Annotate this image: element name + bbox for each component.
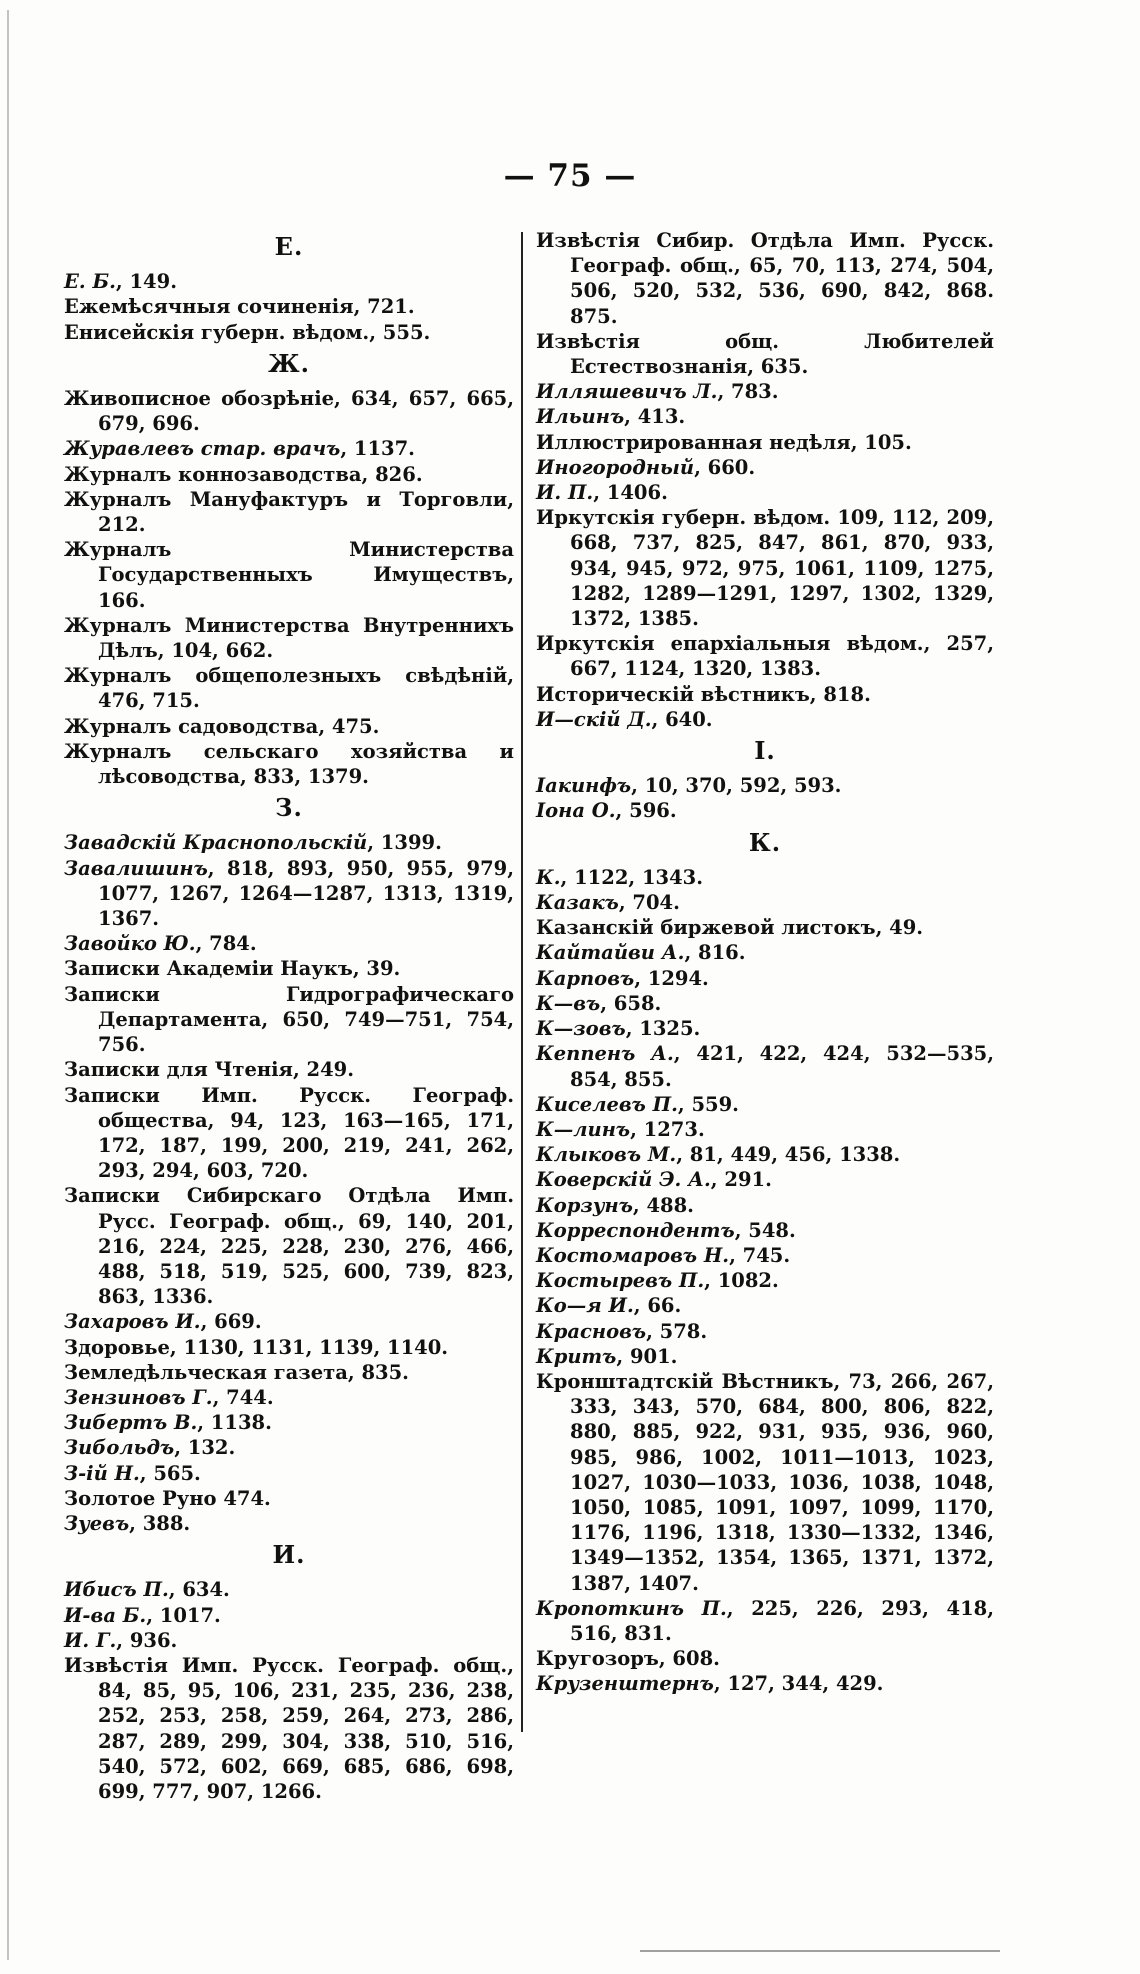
entry-name: И. П. [536, 481, 594, 505]
index-entry [64, 436, 514, 461]
entry-refs: , 39. [352, 957, 401, 981]
index-entry [536, 505, 994, 631]
index-entry [536, 1142, 994, 1167]
index-entry [64, 1183, 514, 1309]
entry-name: Коверскій Э. А. [536, 1168, 711, 1192]
entry-refs: , 669. [200, 1310, 262, 1334]
section-letter: I. [754, 736, 776, 766]
entry-refs: , 901. [616, 1344, 678, 1368]
index-entry [64, 982, 514, 1058]
entry-refs: , 65, 70, 113, 274, 504, 506, 520, 532, 536, 690, 842, 868. 875. [570, 254, 995, 328]
index-entry [64, 1628, 514, 1653]
entry-name: Журналъ коннозаводства [64, 462, 362, 486]
left-column [64, 228, 514, 1804]
index-entry [536, 798, 994, 823]
entry-refs: , 212. [98, 487, 514, 537]
index-entry [64, 856, 514, 932]
entry-refs: , 1130, 1131, 1139, 1140. [169, 1335, 449, 1359]
index-entry [64, 931, 514, 956]
index-entry [536, 1671, 994, 1696]
index-entry [64, 1653, 514, 1804]
index-entry [64, 1309, 514, 1334]
index-entry [536, 773, 994, 798]
entry-name: Иногородный [536, 455, 695, 479]
page-edge-mark [7, 10, 9, 1960]
column-divider [521, 232, 523, 1732]
entry-refs: , 818. [809, 682, 871, 706]
index-entry [536, 1193, 994, 1218]
entry-name: Иллюстрированная недѣля [536, 430, 851, 454]
entry-refs: , 1294. [634, 966, 709, 990]
entry-name: Историческій вѣстникъ [536, 682, 810, 706]
index-entry [536, 991, 994, 1016]
entry-refs: , 816. [684, 941, 746, 965]
entry-name: Зибольдъ [64, 1436, 175, 1460]
entry-name: И. Г. [64, 1628, 117, 1652]
index-entry [536, 430, 994, 455]
entry-refs: , 548. [734, 1218, 796, 1242]
entry-refs: , 84, 85, 95, 106, 231, 235, 236, 238, 252, 253, 258, 259, 264, 273, 286, 287, 289, 299, 304, 338, 510, 516, 540, 572, 602, 669, 685, 686, 698, 699, 777, 907, 1266. [98, 1653, 514, 1803]
index-entry [64, 487, 514, 537]
entry-name: Кругозоръ [536, 1647, 659, 1671]
section-letter: З. [275, 793, 303, 823]
entry-refs: 474. [216, 1486, 271, 1510]
index-entry [64, 537, 514, 613]
index-entry [536, 940, 994, 965]
entry-name: Иркутскія губерн. вѣдом. [536, 506, 831, 530]
entry-name: Кропоткинъ П. [536, 1596, 727, 1620]
entry-name: Зуевъ [64, 1511, 130, 1535]
entry-refs: , 936. [116, 1628, 178, 1652]
entry-refs: , 105. [850, 430, 912, 454]
entry-name: Извѣстія общ. Любителей Естествознанія [536, 329, 994, 379]
entry-refs: , 634. [168, 1578, 230, 1602]
entry-refs: , 81, 449, 456, 1338. [676, 1143, 901, 1167]
index-entry [64, 1435, 514, 1460]
index-entry [64, 613, 514, 663]
entry-refs: , 127, 344, 429. [713, 1672, 884, 1696]
entry-name: Ибисъ П. [64, 1578, 169, 1602]
entry-refs: , 565. [139, 1461, 201, 1485]
section-letter: И. [272, 1540, 306, 1570]
index-entry [64, 1486, 514, 1511]
entry-refs: , 1138. [197, 1411, 272, 1435]
entry-name: К—линъ [536, 1117, 631, 1141]
index-entry [64, 320, 514, 345]
entry-refs: , 1325. [625, 1017, 701, 1041]
entry-refs: , 257, 667, 1124, 1320, 1383. [570, 632, 994, 681]
index-entry [64, 1603, 514, 1628]
entry-name: Кайтайви А. [536, 941, 685, 965]
index-entry [64, 1057, 514, 1082]
entry-name: З-ій Н. [64, 1461, 140, 1485]
entry-name: Извѣстія Имп. Русск. Географ. общ. [64, 1653, 508, 1677]
entry-name: Земледѣльческая газета [64, 1360, 348, 1384]
entry-name: К—въ [536, 991, 601, 1015]
index-entry [536, 1646, 994, 1671]
index-entry [64, 663, 514, 713]
entry-name: Извѣстія Сибир. Отдѣла Имп. Русск. Географ. общ. [536, 229, 994, 278]
entry-name: Журналъ Министерства Внутреннихъ Дѣлъ [64, 613, 514, 663]
entry-name: Крузенштернъ [536, 1672, 714, 1696]
entry-refs: , 835. [347, 1360, 409, 1384]
entry-refs: , 660. [694, 455, 756, 479]
entry-name: Иркутскія епархіальныя вѣдом. [536, 632, 924, 656]
entry-name: Живописное обозрѣніе [64, 387, 335, 411]
entry-name: Здоровье [64, 1335, 170, 1359]
entry-refs: , 1017. [146, 1603, 221, 1627]
entry-name: Ко—я И. [536, 1294, 634, 1318]
index-entry [64, 1461, 514, 1486]
entry-refs: , 578. [646, 1319, 708, 1343]
entry-refs: , 783. [717, 380, 779, 404]
index-entry [536, 1596, 994, 1646]
entry-refs: , 132. [174, 1436, 236, 1460]
entry-refs: , 476, 715. [98, 664, 514, 713]
entry-refs: , 596. [615, 799, 677, 823]
index-entry [64, 462, 514, 487]
index-entry [64, 1511, 514, 1536]
entry-refs: , 1399. [367, 831, 442, 855]
index-entry [64, 739, 514, 789]
entry-refs: , 388. [129, 1511, 191, 1535]
entry-refs: , 658. [600, 991, 662, 1015]
entry-name: Журналъ сельскаго хозяйства и лѣсоводства [64, 739, 514, 789]
entry-name: Кеппенъ А. [536, 1042, 674, 1066]
index-entry [536, 1344, 994, 1369]
index-entry [64, 1385, 514, 1410]
entry-refs: , 1082. [704, 1269, 779, 1293]
entry-name: Зибертъ В. [64, 1411, 198, 1435]
entry-name: Журналъ Мануфактуръ и Торговли [64, 487, 508, 511]
index-entry [536, 404, 994, 429]
entry-refs: , 826. [361, 462, 423, 486]
entry-name: Кронштадтскій Вѣстникъ [536, 1369, 834, 1393]
entry-name: Завалишинъ [64, 856, 208, 880]
entry-refs: , 49. [875, 916, 924, 940]
entry-name: Записки Академіи Наукъ [64, 957, 353, 981]
entry-name: Завадскій Краснопольскій [64, 831, 368, 855]
entry-name: И—скій Д. [536, 707, 652, 731]
entry-refs: , 421, 422, 424, 532—535, 854, 855. [570, 1042, 994, 1091]
entry-refs: , 650, 749—751, 754, 756. [98, 1007, 514, 1057]
entry-refs: , 413. [624, 405, 686, 429]
bottom-rule [640, 1950, 1000, 1952]
index-entry [64, 714, 514, 739]
entry-name: Костыревъ П. [536, 1269, 705, 1293]
index-entry [536, 1092, 994, 1117]
index-entry [536, 1293, 994, 1318]
index-entry [536, 1268, 994, 1293]
entry-name: Записки Имп. Русск. Географ. общества [64, 1083, 514, 1132]
entry-refs: , 1122, 1343. [560, 865, 704, 889]
entry-name: Захаровъ И. [64, 1310, 201, 1334]
index-entry [536, 1243, 994, 1268]
entry-refs: , 640. [651, 707, 713, 731]
entry-refs: , 555. [369, 320, 431, 344]
entry-refs: , 818, 893, 950, 955, 979, 1077, 1267, 1264—1287, 1313, 1319, 1367. [98, 856, 514, 931]
entry-name: Записки для Чтенія [64, 1058, 293, 1082]
index-entry [64, 1577, 514, 1602]
section-letter: Ж. [268, 348, 310, 378]
entry-name: Завойко Ю. [64, 932, 196, 956]
entry-name: Красновъ [536, 1319, 647, 1343]
entry-refs: , 94, 123, 163—165, 171, 172, 187, 199, 200, 219, 241, 262, 293, 294, 603, 720. [98, 1108, 514, 1183]
entry-name: Журналъ садоводства [64, 714, 319, 738]
entry-name: Казакъ [536, 891, 619, 915]
index-entry [536, 966, 994, 991]
entry-name: Костомаровъ Н. [536, 1243, 730, 1267]
index-entry [64, 830, 514, 855]
index-entry [536, 379, 994, 404]
entry-refs: , 475. [318, 714, 380, 738]
entry-name: Карповъ [536, 966, 635, 990]
entry-name: Журналъ Министерства Государственныхъ Имуществъ [64, 538, 514, 587]
entry-refs: , 69, 140, 201, 216, 224, 225, 228, 230, 276, 466, 488, 518, 519, 525, 600, 739, 823, 863, 1336. [98, 1209, 514, 1309]
entry-refs: , 104, 662. [157, 639, 274, 663]
index-entry [64, 1360, 514, 1385]
entry-name: Iона О. [536, 799, 616, 823]
index-entry [64, 269, 514, 294]
entry-name: К—зовъ [536, 1017, 626, 1041]
index-entry [536, 682, 994, 707]
entry-name: Золотое Руно [64, 1486, 217, 1510]
index-entry [536, 865, 994, 890]
index-entry [536, 1016, 994, 1041]
index-entry [536, 1218, 994, 1243]
entry-name: Ильинъ [536, 405, 625, 429]
entry-name: Корзунъ [536, 1193, 633, 1217]
index-entry [64, 1410, 514, 1435]
index-entry [536, 890, 994, 915]
entry-refs: , 225, 226, 293, 418, 516, 831. [570, 1596, 995, 1645]
entry-name: Казанскій биржевой листокъ [536, 916, 876, 940]
entry-name: К. [536, 865, 561, 889]
entry-name: И-ва Б. [64, 1603, 147, 1627]
entry-refs: , 608. [658, 1647, 720, 1671]
page-number: — 75 — [503, 158, 637, 194]
index-entry [64, 294, 514, 319]
entry-name: Журавлевъ стар. врачъ [64, 437, 341, 461]
entry-refs: , 488. [632, 1193, 694, 1217]
entry-refs: , 291. [710, 1168, 772, 1192]
entry-name: Киселевъ П. [536, 1092, 678, 1116]
index-entry [64, 1335, 514, 1360]
entry-refs: , 745. [729, 1243, 791, 1267]
entry-name: Клыковъ М. [536, 1143, 677, 1167]
index-entry [536, 480, 994, 505]
entry-refs: , 149. [115, 270, 177, 294]
entry-refs: , 1273. [630, 1117, 705, 1141]
entry-name: Е. Б. [64, 270, 116, 294]
entry-name: Енисейскія губерн. вѣдом. [64, 320, 370, 344]
entry-refs: , 1137. [340, 437, 415, 461]
entry-name: Журналъ общеполезныхъ свѣдѣній [64, 664, 508, 688]
index-entry [64, 386, 514, 436]
index-entry [64, 1083, 514, 1184]
entry-refs: , 66. [633, 1294, 682, 1318]
section-letter: E. [274, 232, 304, 261]
entry-refs: , 166. [98, 563, 514, 612]
index-entry [536, 329, 994, 379]
entry-refs: , 634, 657, 665, 679, 696. [98, 387, 514, 436]
entry-refs: , 249. [292, 1058, 355, 1082]
entry-name: Iакинфъ [536, 774, 632, 798]
entry-refs: , 784. [195, 932, 257, 956]
index-entry [536, 1369, 994, 1596]
index-entry [536, 631, 994, 681]
index-entry [64, 956, 514, 981]
entry-name: Ежемѣсячныя сочиненія [64, 295, 354, 319]
entry-refs: , 704. [618, 891, 680, 915]
entry-refs: , 721. [353, 295, 415, 319]
entry-refs: , 635. [747, 355, 809, 379]
index-entry [536, 1319, 994, 1344]
entry-refs: , 744. [212, 1385, 274, 1409]
entry-name: Корреспондентъ [536, 1218, 735, 1242]
index-entry [536, 455, 994, 480]
index-entry [536, 915, 994, 940]
index-entry [536, 1041, 994, 1091]
index-entry [536, 1117, 994, 1142]
entry-refs: , 559. [677, 1092, 739, 1116]
index-entry [536, 1167, 994, 1192]
entry-refs: , 73, 266, 267, 333, 343, 570, 684, 800, 806, 822, 880, 885, 922, 931, 935, 936, 960, 985, 986, 1002, 1011—1013, 1023, 1027, 1030—1033, 1036, 1038, 1048, 1050, 1085, 1091, 1097, 1099, 1170, 1176, 1196, 1318, 1330—1332, 1346, 1349—1352, 1354, 1365, 1371, 1372, 1387, 1407. [570, 1369, 994, 1595]
entry-refs: , 10, 370, 592, 593. [631, 774, 842, 798]
right-column [536, 228, 994, 1697]
entry-name: Критъ [536, 1344, 617, 1368]
entry-refs: 109, 112, 209, 668, 737, 825, 847, 861, 870, 933, 934, 945, 972, 975, 1061, 1109, 1275, 1282, 1289—1291, 1297, 1302, 1329, 1372, 1385. [570, 506, 994, 631]
section-letter: К. [748, 827, 782, 857]
entry-refs: , 1406. [593, 481, 668, 505]
entry-name: Илляшевичъ Л. [536, 380, 718, 404]
entry-name: Записки Гидрографическаго Департамента [64, 982, 514, 1031]
index-entry [536, 707, 994, 732]
entry-name: Зензиновъ Г. [64, 1385, 213, 1409]
index-entry [536, 228, 994, 329]
entry-name: Записки Сибирскаго Отдѣла Имп. Русс. Географ. общ. [64, 1184, 514, 1233]
entry-refs: , 833, 1379. [240, 765, 369, 789]
